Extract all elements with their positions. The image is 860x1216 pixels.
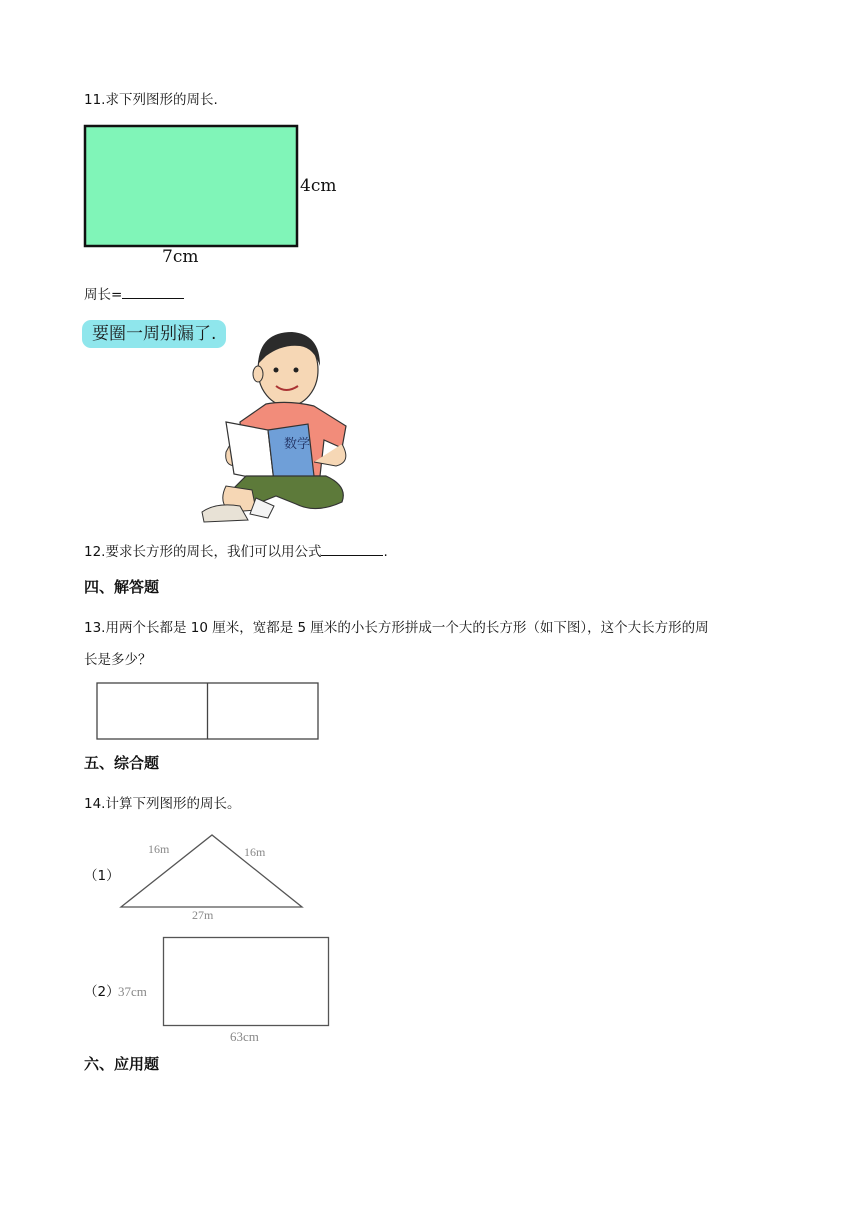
- triangle-base-label: 27m: [192, 908, 214, 922]
- q11-answer-blank[interactable]: [122, 284, 184, 299]
- triangle-right-side-label: 16m: [244, 845, 266, 859]
- q12-answer-blank[interactable]: [321, 541, 383, 556]
- q11-answer-prefix: 周长=: [84, 287, 123, 303]
- q14-triangle-figure: [118, 832, 306, 912]
- rectangle-height-label: 37cm: [118, 984, 147, 999]
- question-13-line2: 长是多少？: [84, 652, 152, 668]
- q13-two-rectangles-figure: [96, 682, 322, 742]
- q12-prefix: 12.要求长方形的周长，我们可以用公式: [84, 544, 322, 560]
- rectangle-width-label: 63cm: [230, 1029, 259, 1044]
- book-title: 数学: [284, 437, 311, 452]
- boy-reading-illustration: [196, 326, 366, 526]
- q11-width-label: 7cm: [162, 247, 199, 267]
- question-11-text: 11.求下列图形的周长.: [84, 92, 218, 108]
- section-6-title: 六、应用题: [84, 1055, 160, 1073]
- speech-bubble: 要圈一周别漏了.: [82, 320, 226, 348]
- q11-answer-line: [84, 284, 184, 305]
- question-14-text: 14.计算下列图形的周长。: [84, 796, 241, 812]
- q14-part2-label: （2）: [84, 984, 120, 1000]
- q12-suffix: .: [383, 544, 388, 560]
- q14-rectangle: [164, 938, 329, 1026]
- section-5-title: 五、综合题: [84, 754, 160, 772]
- triangle-left-side-label: 16m: [148, 842, 170, 856]
- question-13-line1: 13.用两个长都是 10 厘米，宽都是 5 厘米的小长方形拼成一个大的长方形（如下图），这个大长方形的周: [84, 620, 709, 636]
- section-4-title: 四、解答题: [84, 578, 160, 596]
- question-12-text: [84, 541, 388, 562]
- q14-part1-label: （1）: [84, 868, 120, 884]
- q11-height-label: 4cm: [300, 176, 337, 196]
- green-rectangle: [85, 126, 297, 246]
- q14-rectangle-figure: [162, 936, 332, 1030]
